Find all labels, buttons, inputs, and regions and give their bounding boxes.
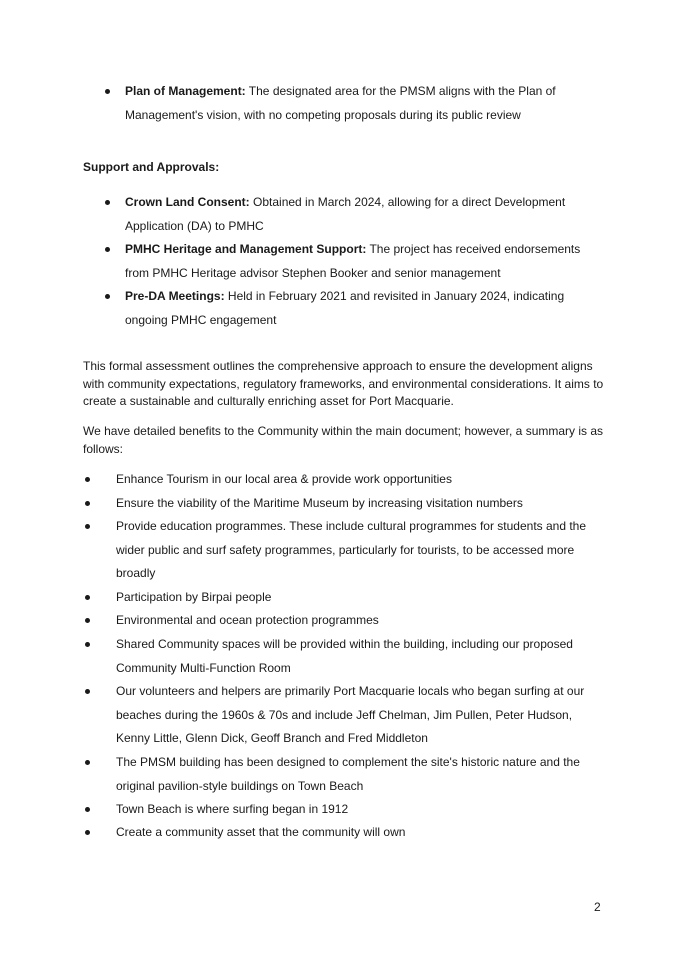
list-item-plan-of-management (105, 80, 605, 127)
bullet-icon (85, 524, 90, 529)
bullet-icon (85, 689, 90, 694)
benefit-item (85, 586, 605, 610)
bullet-icon (85, 760, 90, 765)
list-item-bold-label: PMHC Heritage and Management Support: (125, 242, 367, 256)
list-item-body: Obtained in March 2024, allowing for a direct Development Application (DA) to PMHC (125, 195, 566, 233)
bullet-icon (105, 294, 110, 299)
benefit-text: Enhance Tourism in our local area & provide work opportunities (116, 472, 452, 486)
list-item-body: The project has received endorsements from PMHC Heritage advisor Stephen Booker and senior management (125, 242, 581, 280)
list-item-pre-da-meetings (105, 285, 605, 332)
benefit-item (85, 821, 605, 845)
list-item-text (125, 191, 605, 238)
bullet-icon (85, 807, 90, 812)
summary-intro-paragraph: We have detailed benefits to the Community within the main document; however, a summary is as follows: (83, 424, 604, 456)
benefit-item (85, 515, 605, 586)
benefit-text: Provide education programmes. These include cultural programmes for students and the wider public and surf safety programmes, particularly for tourists, to be accessed more broadly (116, 519, 587, 580)
list-item-text (125, 80, 605, 127)
assessment-paragraph: This formal assessment outlines the comprehensive approach to ensure the development aligns with community expectations, regulatory frameworks, and environmental considerations. It aims to create a sustainable and culturally enriching asset for Port Macquarie. (83, 359, 604, 408)
list-item-text (125, 285, 605, 332)
list-item-heritage-support (105, 238, 605, 285)
benefit-item (85, 751, 605, 798)
section-heading: Support and Approvals: (83, 160, 220, 174)
benefit-item (85, 798, 605, 822)
benefit-text: Environmental and ocean protection programmes (116, 613, 379, 627)
benefit-item (85, 680, 605, 751)
bullet-icon (85, 501, 90, 506)
bullet-icon (85, 618, 90, 623)
bullet-icon (85, 830, 90, 835)
list-item-body: The designated area for the PMSM aligns with the Plan of Management's vision, with no competing proposals during its public review (125, 84, 556, 122)
page-number: 2 (594, 900, 601, 914)
bullet-icon (105, 89, 110, 94)
bullet-icon (105, 200, 110, 205)
benefit-text: Shared Community spaces will be provided within the building, including our proposed Community Multi-Function Room (116, 637, 573, 675)
list-item-text (125, 238, 605, 285)
list-item-crown-land-consent (105, 191, 605, 238)
benefit-text: Town Beach is where surfing began in 1912 (116, 802, 349, 816)
bullet-icon (85, 595, 90, 600)
benefit-text: Ensure the viability of the Maritime Museum by increasing visitation numbers (116, 496, 523, 510)
benefit-item (85, 492, 605, 516)
list-item-body: Held in February 2021 and revisited in January 2024, indicating ongoing PMHC engagement (125, 289, 565, 327)
list-item-bold-label: Pre-DA Meetings: (125, 289, 225, 303)
benefit-item (85, 609, 605, 633)
benefit-text: Our volunteers and helpers are primarily Port Macquarie locals who began surfing at our beaches during the 1960s & 70s and include Jeff Chelman, Jim Pullen, Peter Hudson, Kenny Little, Glenn Dick, Geoff Branch and Fred Middleton (116, 684, 585, 745)
list-item-bold-label: Plan of Management: (125, 84, 246, 98)
benefit-text: Participation by Birpai people (116, 590, 272, 604)
bullet-icon (105, 247, 110, 252)
benefit-item (85, 633, 605, 680)
bullet-icon (85, 477, 90, 482)
benefit-text: Create a community asset that the community will own (116, 825, 406, 839)
bullet-icon (85, 642, 90, 647)
benefit-text: The PMSM building has been designed to complement the site's historic nature and the original pavilion-style buildings on Town Beach (116, 755, 580, 793)
list-item-bold-label: Crown Land Consent: (125, 195, 250, 209)
benefit-item (85, 468, 605, 492)
